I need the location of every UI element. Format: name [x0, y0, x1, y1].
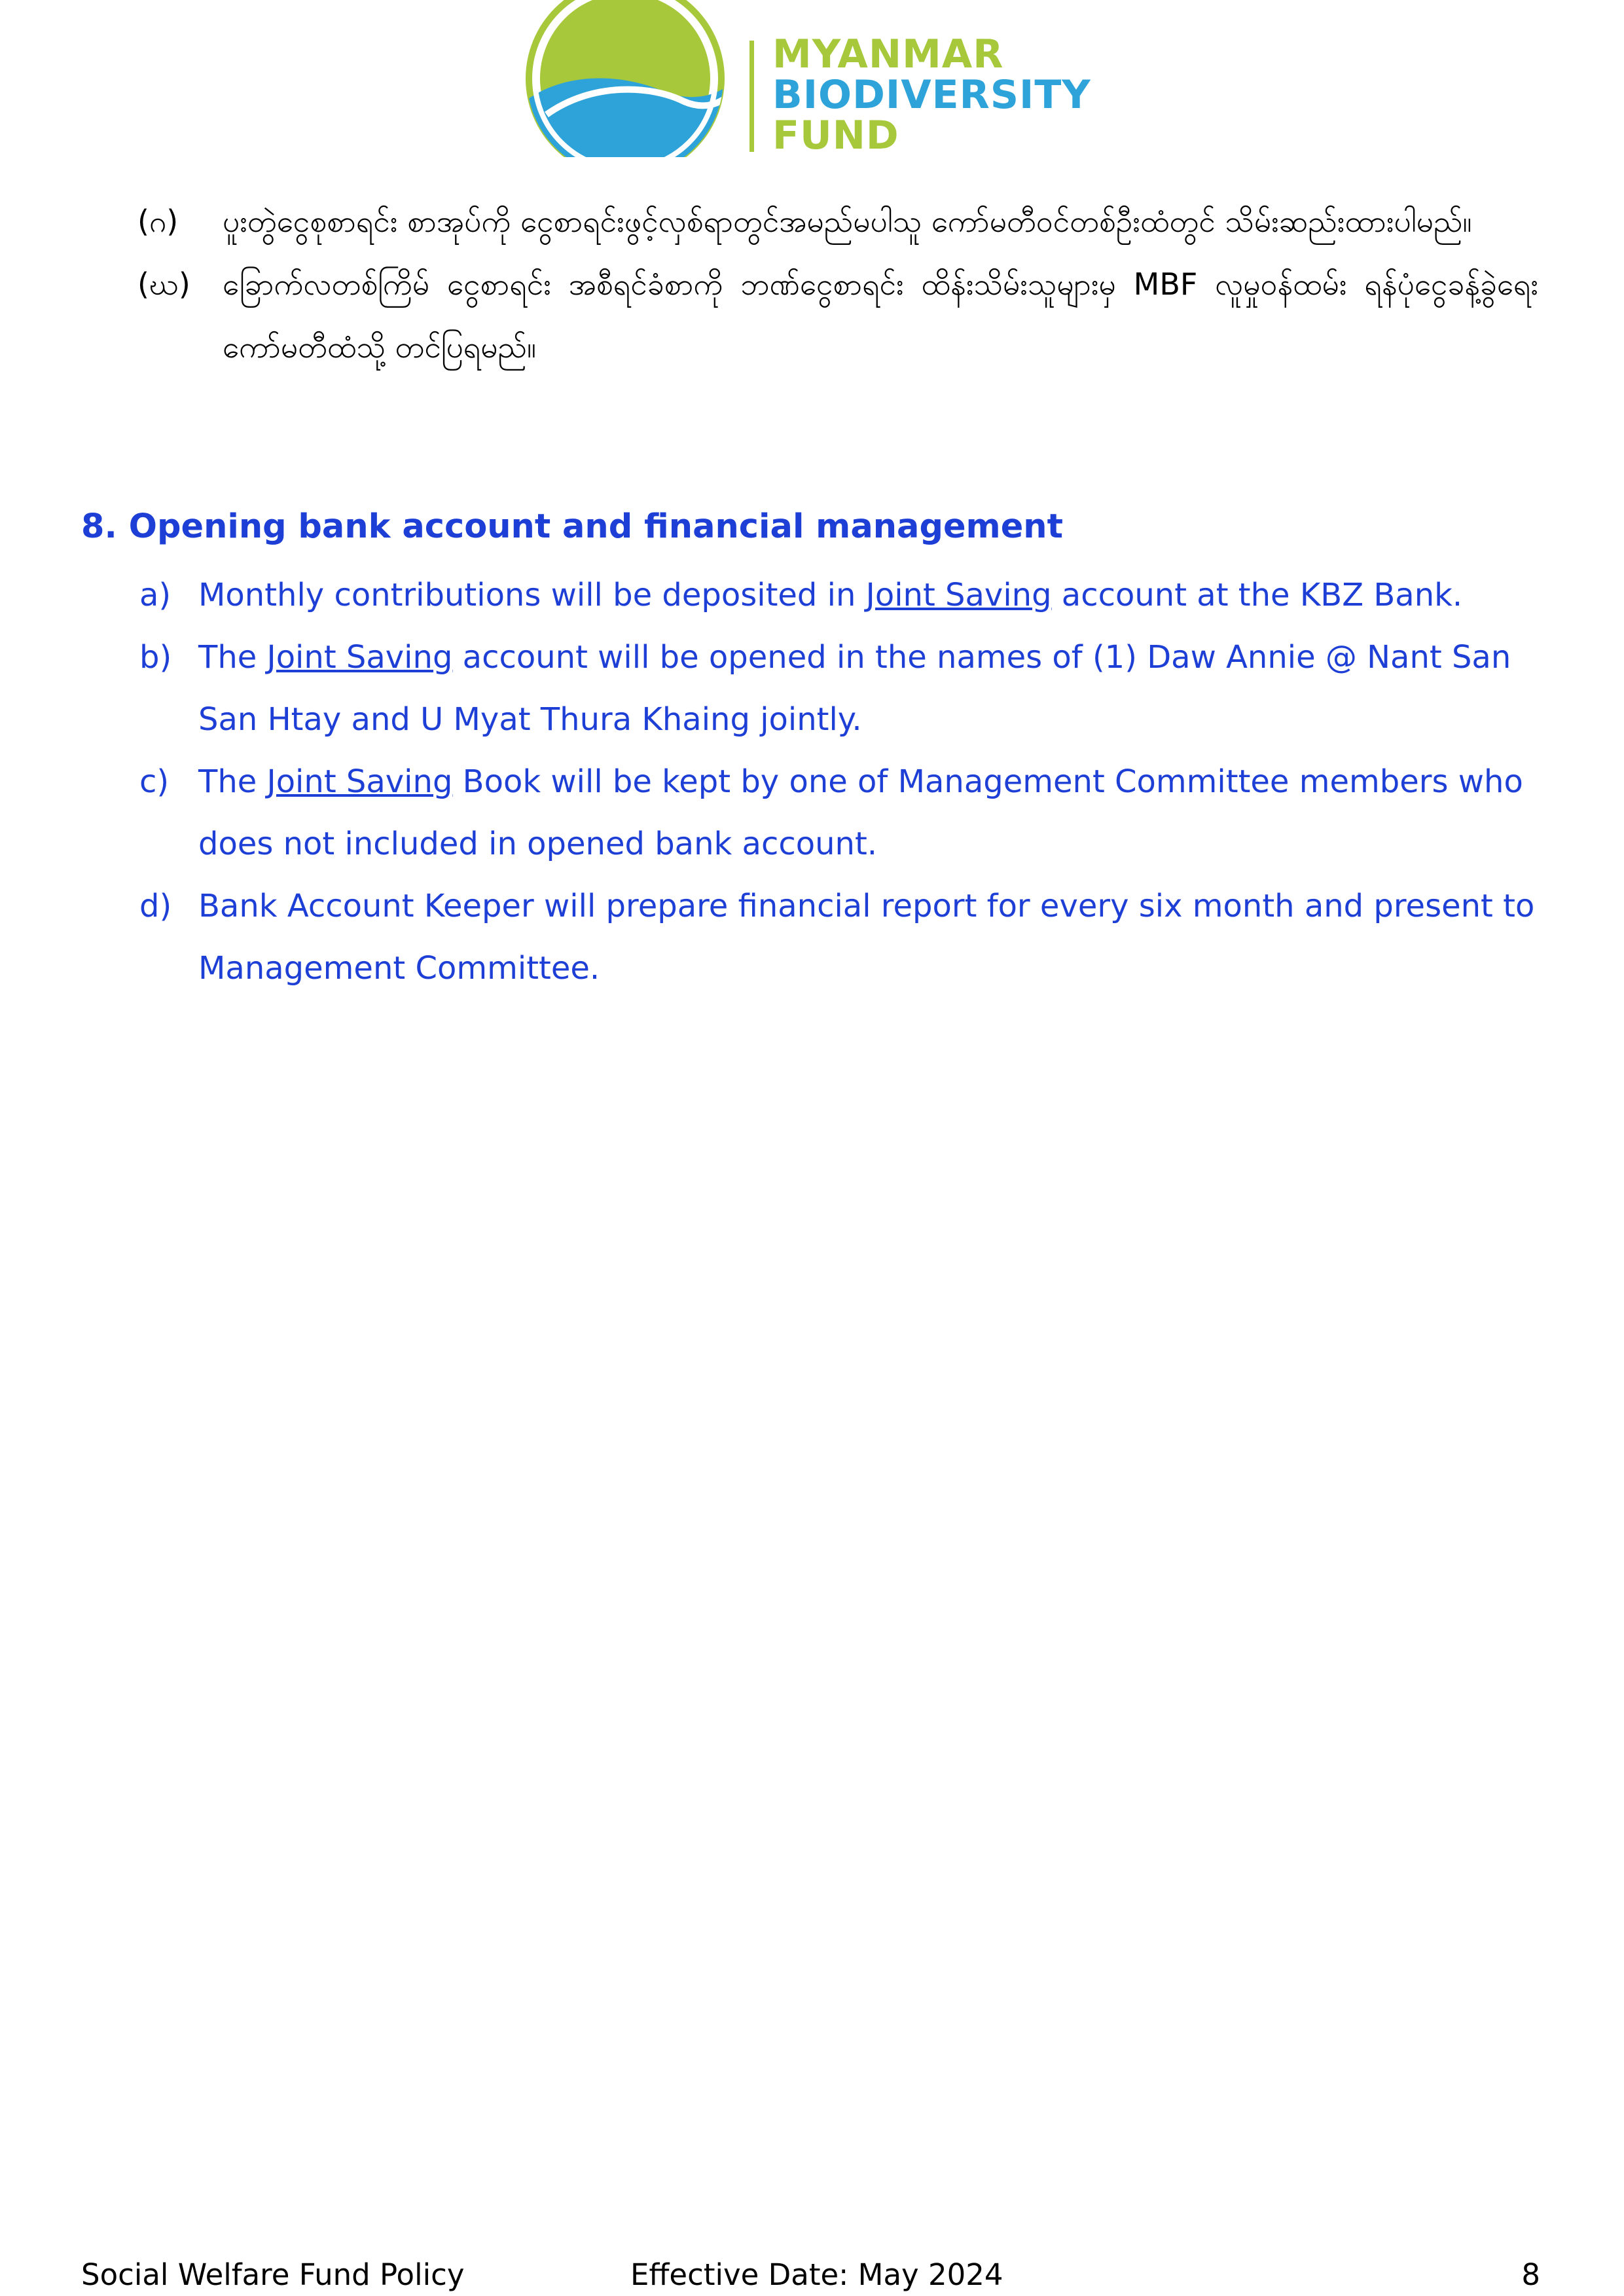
text-segment: The: [198, 763, 267, 800]
logo: [520, 0, 1110, 157]
list-item: [139, 564, 1547, 627]
list-item-text: [198, 751, 1547, 875]
list-marker: b): [139, 639, 172, 676]
list-marker: c): [139, 763, 170, 800]
list-item: [137, 190, 1538, 253]
underlined-term: Joint Saving: [266, 639, 453, 676]
section-heading: 8. Opening bank account and financial management: [81, 507, 1063, 546]
list-item-text: ပူးတွဲငွေစုစာရင်း စာအုပ်ကို ငွေစာရင်းဖွင့်လှစ်ရာတွင်အမည်မပါသူ ကော်မတီဝင်တစ်ဦးထံတွင် သိမ်းဆည်းထားပါမည်။: [223, 204, 1472, 239]
logo-line-1: MYANMAR: [772, 31, 1004, 77]
text-segment: Bank Account Keeper will prepare financial report for every six month and present to Management Committee.: [198, 888, 1535, 987]
list-item: [137, 253, 1538, 378]
list-item: [139, 751, 1547, 875]
text-segment: account will be opened in the names of (1) Daw Annie @ Nant San San Htay and U Myat Thura Khaing jointly.: [198, 639, 1511, 738]
list-marker: (ဂ): [137, 204, 179, 239]
list-marker: (ဃ): [137, 266, 190, 302]
list-item-text: [198, 564, 1547, 627]
text-segment: account at the KBZ Bank.: [1051, 577, 1463, 613]
logo-line-3: FUND: [772, 113, 899, 158]
list-item: [139, 875, 1547, 1000]
myanmar-list: [137, 190, 1538, 378]
text-segment: The: [198, 639, 267, 676]
list-marker: a): [139, 577, 171, 613]
list-item: [139, 627, 1547, 751]
text-segment: Monthly contributions will be deposited in: [198, 577, 866, 613]
list-item-text: [198, 875, 1547, 1000]
logo-divider: [746, 0, 759, 157]
page-number: 8: [1521, 2257, 1540, 2292]
logo-wordmark: [772, 31, 1091, 158]
logo-line-2: BIODIVERSITY: [772, 72, 1091, 118]
footer-title: Social Welfare Fund Policy: [81, 2257, 465, 2292]
text-segment: Book will be kept by one of Management Committee members who does not included in opened bank account.: [198, 763, 1523, 862]
footer-effective-date: Effective Date: May 2024: [630, 2257, 1003, 2292]
underlined-term: Joint Saving: [266, 763, 453, 800]
underlined-term: Joint Saving: [865, 577, 1052, 613]
list-item-text: [198, 627, 1547, 751]
list-marker: d): [139, 888, 172, 924]
list-item-text: ခြောက်လတစ်ကြိမ် ငွေစာရင်း အစီရင်ခံစာကို ဘဏ်ငွေစာရင်း ထိန်းသိမ်းသူများမှ MBF လူမှုဝန်ထမ်း ရန်ပုံငွေခန့်ခွဲရေးကော်မတီထံသို့ တင်ပြရမည်။: [223, 266, 1538, 365]
section-list: [139, 564, 1547, 1000]
logo-emblem-icon: [520, 0, 730, 157]
